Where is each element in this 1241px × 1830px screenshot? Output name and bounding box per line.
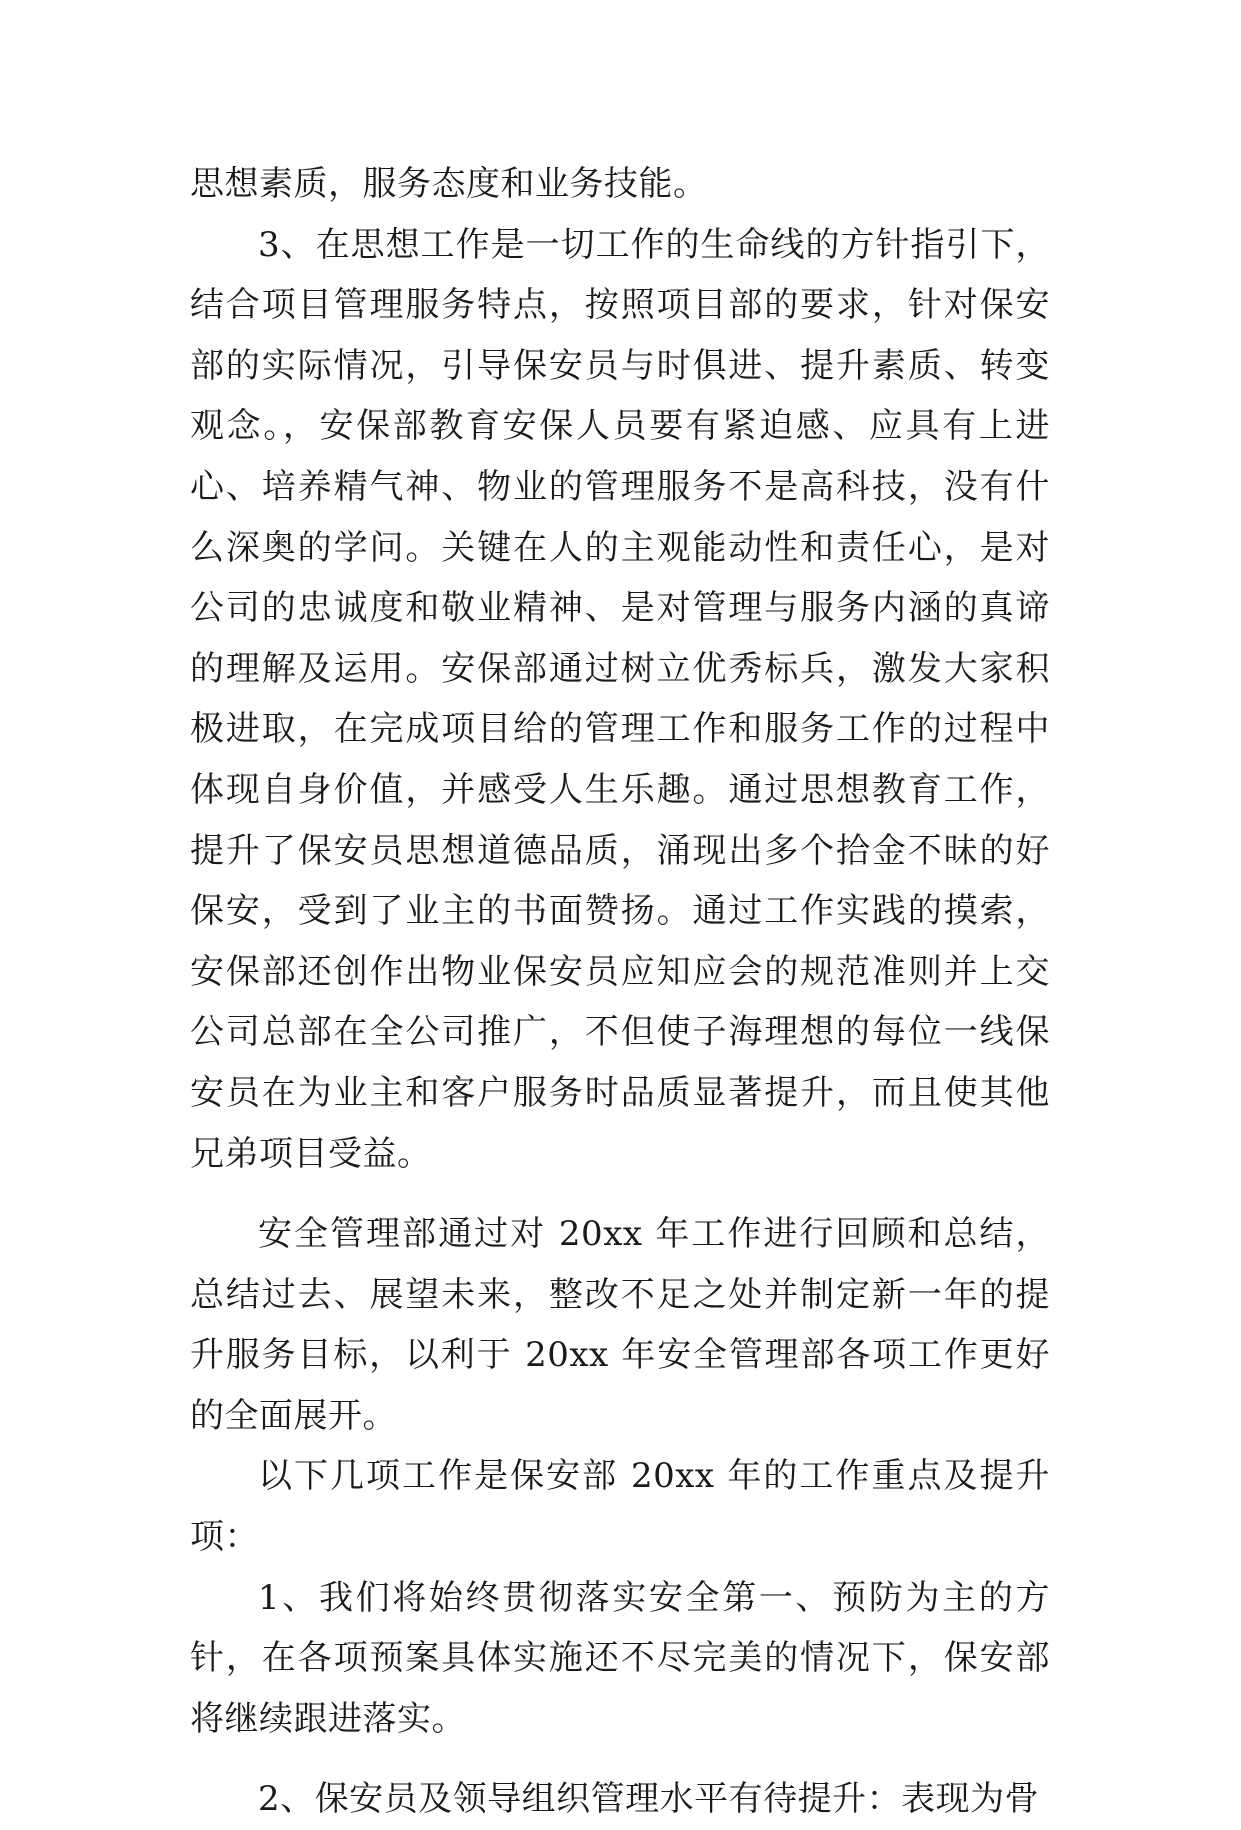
paragraph-continuation: 思想素质，服务态度和业务技能。: [190, 164, 708, 204]
paragraph-item-2: 2、保安员及领导组织管理水平有待提升：表现为骨: [258, 1779, 1040, 1820]
paragraph-summary: 安全管理部通过对 20xx 年工作进行回顾和总结，总结过去、展望未来，整改不足之处并制定新一年的提升服务目标，以利于 20xx 年安全管理部各项工作更好的全面展开。: [190, 1214, 1050, 1436]
document-body: [190, 154, 1050, 1830]
paragraph-thought-work: 3、在思想工作是一切工作的生命线的方针指引下，结合项目管理服务特点，按照项目部的要求，针对保安部的实际情况，引导保安员与时俱进、提升素质、转变观念。，安保部教育安保人员要有紧迫感、应具有上进心、培养精气神、物业的管理服务不是高科技，没有什么深奥的学问。关键在人的主观能动性和责任心，是对公司的忠诚度和敬业精神、是对管理与服务内涵的真谛的理解及运用。安保部通过树立优秀标兵，激发大家积极进取，在完成项目给的管理工作和服务工作的过程中体现自身价值，并感受人生乐趣。通过思想教育工作，提升了保安员思想道德品质，涌现出多个拾金不昧的好保安，受到了业主的书面赞扬。通过工作实践的摸索，安保部还创作出物业保安员应知应会的规范准则并上交公司总部在全公司推广，不但使子海理想的每位一线保安员在为业主和客户服务时品质显著提升，而且使其他兄弟项目受益。: [190, 224, 1050, 1174]
paragraph-item-1: 1、我们将始终贯彻落实安全第一、预防为主的方针，在各项预案具体实施还不尽完美的情况下，保安部将继续跟进落实。: [190, 1577, 1050, 1739]
paragraph-key-points-intro: 以下几项工作是保安部 20xx 年的工作重点及提升项：: [190, 1456, 1050, 1558]
